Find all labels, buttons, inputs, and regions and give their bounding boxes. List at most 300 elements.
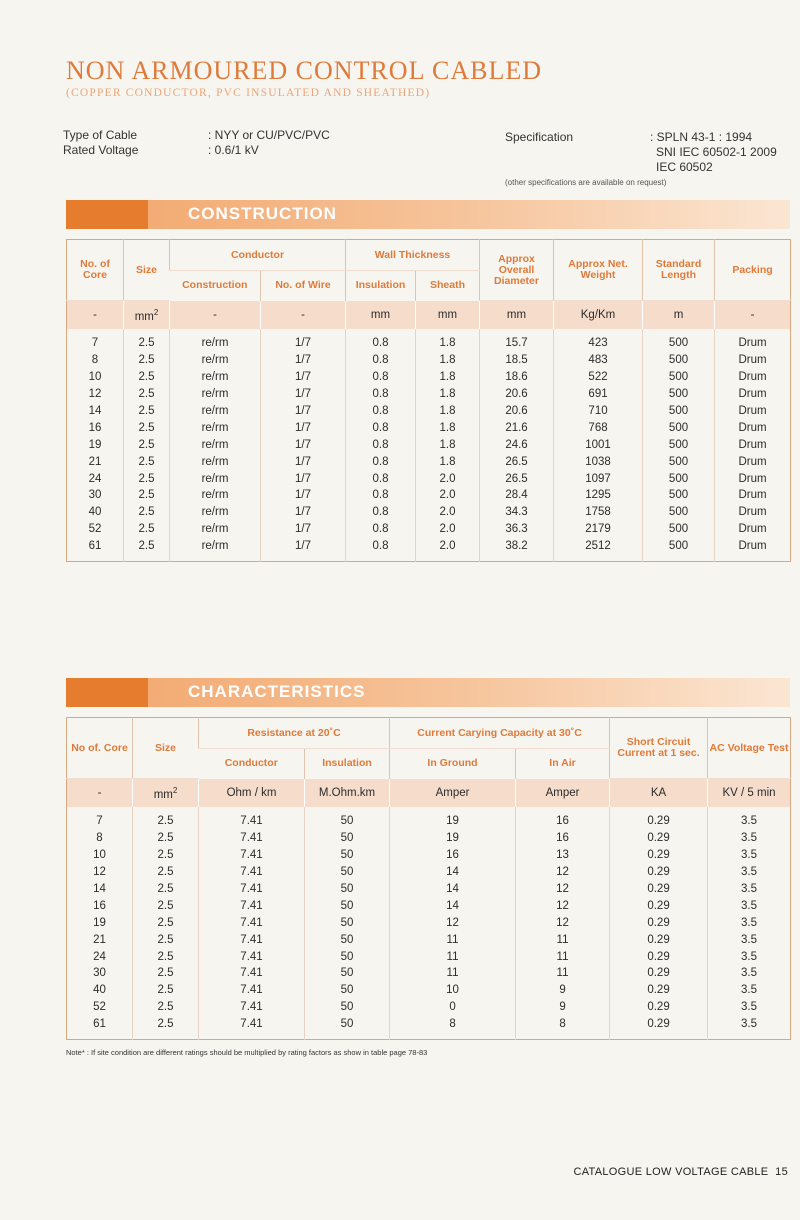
table-cell: 2.5 [133, 965, 199, 982]
table-cell: 14 [93, 883, 106, 895]
unit-cell: mm [416, 301, 480, 330]
table-cell: Drum [715, 329, 791, 352]
table-cell: 11 [390, 948, 516, 965]
table-cell: 9 [516, 982, 610, 999]
col-header-wall-thickness: Wall Thickness [346, 240, 480, 271]
table-cell: 7.41 [199, 982, 305, 999]
col-header-short-circuit: Short Circuit Current at 1 sec. [610, 718, 708, 779]
table-cell: re/rm [170, 329, 261, 352]
table-cell: 0.8 [346, 369, 416, 386]
unit-cell: mm [480, 301, 554, 330]
table-cell: 0.8 [346, 329, 416, 352]
section-bar-accent [66, 200, 148, 229]
table-row [67, 897, 791, 914]
unit-cell: KA [610, 779, 708, 808]
table-cell: 2.5 [124, 329, 170, 352]
table-cell: Drum [715, 504, 791, 521]
table-cell: 0.29 [610, 864, 708, 881]
table-cell: 16 [516, 807, 610, 830]
table-cell: 50 [305, 830, 390, 847]
table-cell: 2.5 [133, 830, 199, 847]
table-cell: 2.5 [124, 487, 170, 504]
table-cell: 7.41 [199, 897, 305, 914]
table-cell: 500 [643, 369, 715, 386]
table-row [67, 436, 791, 453]
table-cell: 2.0 [416, 521, 480, 538]
table-cell: 0.8 [346, 386, 416, 403]
table-cell: 0.29 [610, 807, 708, 830]
table-cell: 16 [390, 847, 516, 864]
table-cell: re/rm [170, 504, 261, 521]
table-cell: 24.6 [480, 436, 554, 453]
table-cell: re/rm [170, 352, 261, 369]
col-header-size: Size [124, 240, 170, 301]
table-cell: 14 [88, 405, 102, 417]
col-header-conductor: Conductor [224, 757, 278, 770]
table-cell: 3.5 [708, 982, 791, 999]
unit-cell: mm [346, 301, 416, 330]
table-cell: 1/7 [261, 453, 346, 470]
table-row [67, 931, 791, 948]
characteristics-section-title: CHARACTERISTICS [188, 682, 366, 701]
rated-voltage-value: : 0.6/1 kV [208, 143, 259, 157]
table-cell: 12 [516, 864, 610, 881]
table-cell: 7.41 [199, 999, 305, 1016]
units-row [67, 779, 791, 808]
unit-cell: - [170, 301, 261, 330]
table-cell: 2.5 [124, 504, 170, 521]
table-cell: 0.29 [610, 897, 708, 914]
page-subtitle: (COPPER CONDUCTOR, PVC INSULATED AND SHEATHED) [66, 87, 431, 99]
table-cell: 3.5 [708, 830, 791, 847]
table-cell: 7.41 [199, 1016, 305, 1039]
table-row [67, 864, 791, 881]
col-header-overall-diameter: Approx Overall Diameter [480, 240, 554, 301]
table-cell: 3.5 [708, 948, 791, 965]
table-cell: 2.5 [133, 948, 199, 965]
table-cell: re/rm [170, 386, 261, 403]
table-cell: Drum [715, 453, 791, 470]
table-cell: 500 [643, 470, 715, 487]
table-cell: 3.5 [708, 1016, 791, 1039]
table-cell: re/rm [170, 419, 261, 436]
table-cell: 500 [643, 436, 715, 453]
table-cell: 13 [516, 847, 610, 864]
table-cell: 2.0 [416, 504, 480, 521]
table-cell: 50 [305, 807, 390, 830]
table-cell: re/rm [170, 436, 261, 453]
table-cell: 1.8 [416, 403, 480, 420]
col-header-ac-voltage: AC Voltage Test [708, 718, 791, 779]
units-row [67, 301, 791, 330]
table-cell: 7.41 [199, 931, 305, 948]
table-cell: 7.41 [199, 847, 305, 864]
table-cell: 2179 [554, 521, 643, 538]
table-cell: 7 [91, 337, 99, 350]
table-row [67, 948, 791, 965]
table-cell: 2.5 [133, 999, 199, 1016]
table-cell: re/rm [170, 453, 261, 470]
table-cell: 40 [93, 984, 106, 997]
table-cell: 1/7 [261, 329, 346, 352]
col-header-insulation: Insulation [346, 271, 416, 301]
table-cell: 19 [390, 830, 516, 847]
table-cell: 1.8 [416, 419, 480, 436]
unit-cell: Ohm / km [199, 779, 305, 808]
specification-label: Specification [505, 130, 574, 144]
table-cell: re/rm [170, 369, 261, 386]
table-cell: 2.5 [124, 403, 170, 420]
unit-cell: $mm^2$ [133, 779, 199, 808]
table-cell: 1.8 [416, 453, 480, 470]
table-row [67, 982, 791, 999]
col-header-in-ground: In Ground [390, 749, 516, 779]
col-header-resistance: Resistance at 20˚C [199, 718, 390, 749]
catalogue-name: CATALOGUE LOW VOLTAGE CABLE [573, 1166, 769, 1178]
table-cell: 7.41 [199, 948, 305, 965]
table-cell: Drum [715, 419, 791, 436]
table-cell: Drum [715, 436, 791, 453]
table-cell: 2.5 [133, 847, 199, 864]
col-header-current-capacity: Current Carying Capacity at 30˚C [390, 718, 610, 749]
unit-cell: M.Ohm.km [305, 779, 390, 808]
table-row [67, 352, 791, 369]
table-cell: 14 [390, 897, 516, 914]
table-cell: Drum [715, 386, 791, 403]
table-cell: 21 [88, 455, 102, 468]
table-cell: Drum [715, 403, 791, 420]
table-row [67, 419, 791, 436]
table-cell: 1097 [554, 470, 643, 487]
unit-cell: - [67, 301, 124, 330]
table-cell: 7.41 [199, 807, 305, 830]
table-cell: 0.29 [610, 999, 708, 1016]
table-cell: 24 [88, 472, 102, 485]
table-cell: 0.8 [346, 470, 416, 487]
unit-cell: Amper [390, 779, 516, 808]
table-cell: 3.5 [708, 864, 791, 881]
col-header-sheath: Sheath [416, 271, 480, 301]
table-cell: 500 [643, 453, 715, 470]
table-cell: 2.5 [133, 864, 199, 881]
table-cell: 0.29 [610, 931, 708, 948]
table-cell: 2.5 [124, 352, 170, 369]
table-cell: 0.8 [346, 487, 416, 504]
table-cell: 1295 [554, 487, 643, 504]
col-header-net-weight: Approx Net. Weight [554, 240, 643, 301]
table-cell: 500 [643, 403, 715, 420]
table-row [67, 453, 791, 470]
table-cell: 1001 [554, 436, 643, 453]
table-cell: 1/7 [261, 403, 346, 420]
table-cell: 28.4 [480, 487, 554, 504]
unit-cell: - [67, 779, 133, 808]
table-cell: 423 [554, 329, 643, 352]
table-cell: 52 [88, 523, 102, 536]
table-cell: 7.41 [199, 864, 305, 881]
table-cell: 0.8 [346, 403, 416, 420]
col-header-no-core: No of. Core [67, 718, 133, 779]
table-cell: 52 [93, 1001, 106, 1014]
table-cell: 30 [88, 489, 102, 502]
table-cell: 11 [516, 965, 610, 982]
table-cell: 0.8 [346, 436, 416, 453]
table-cell: Drum [715, 521, 791, 538]
table-cell: 1758 [554, 504, 643, 521]
table-cell: 768 [554, 419, 643, 436]
table-cell: 8 [516, 1016, 610, 1039]
table-cell: 3.5 [708, 897, 791, 914]
table-cell: 14 [390, 864, 516, 881]
table-cell: 0.8 [346, 504, 416, 521]
table-cell: 500 [643, 487, 715, 504]
table-cell: 1/7 [261, 369, 346, 386]
table-cell: 3.5 [708, 931, 791, 948]
type-of-cable-label: Type of Cable [63, 128, 138, 142]
table-cell: 20.6 [480, 403, 554, 420]
table-cell: 8 [91, 354, 99, 367]
table-cell: 2.0 [416, 487, 480, 504]
table-cell: 2.5 [133, 897, 199, 914]
table-cell: 19 [93, 916, 106, 929]
table-cell: 16 [516, 830, 610, 847]
table-cell: 522 [554, 369, 643, 386]
table-row [67, 403, 791, 420]
table-cell: 15.7 [480, 329, 554, 352]
table-cell: 12 [88, 388, 102, 401]
table-cell: 0 [390, 999, 516, 1016]
table-cell: 1/7 [261, 470, 346, 487]
table-cell: 7.41 [199, 830, 305, 847]
table-cell: 7.41 [199, 914, 305, 931]
table-cell: 16 [88, 421, 102, 434]
table-row [67, 504, 791, 521]
col-header-conductor: Conductor [170, 240, 346, 271]
table-cell: 26.5 [480, 470, 554, 487]
table-cell: 500 [643, 538, 715, 561]
table-cell: 0.29 [610, 847, 708, 864]
table-cell: 12 [516, 897, 610, 914]
table-cell: 1/7 [261, 352, 346, 369]
table-cell: 0.8 [346, 352, 416, 369]
table-cell: 50 [305, 965, 390, 982]
table-cell: 1.8 [416, 352, 480, 369]
table-cell: 12 [390, 914, 516, 931]
table-cell: 2.5 [124, 369, 170, 386]
table-cell: 3.5 [708, 914, 791, 931]
table-cell: 2.5 [133, 914, 199, 931]
table-cell: re/rm [170, 538, 261, 561]
page-title: NON ARMOURED CONTROL CABLED [66, 56, 542, 85]
table-cell: 2.5 [124, 453, 170, 470]
table-cell: 50 [305, 914, 390, 931]
characteristics-section-bar [66, 678, 790, 707]
table-row [67, 369, 791, 386]
table-cell: 1.8 [416, 329, 480, 352]
table-cell: 1/7 [261, 538, 346, 561]
table-cell: 20.6 [480, 386, 554, 403]
table-cell: 11 [516, 931, 610, 948]
table-cell: 50 [305, 881, 390, 898]
table-cell: 8 [390, 1016, 516, 1039]
specification-value-2: SNI IEC 60502-1 2009 [656, 145, 777, 159]
table-cell: 0.29 [610, 948, 708, 965]
table-cell: 2.0 [416, 470, 480, 487]
table-cell: 18.6 [480, 369, 554, 386]
table-cell: re/rm [170, 470, 261, 487]
table-cell: 2.5 [133, 1016, 199, 1039]
table-cell: 500 [643, 329, 715, 352]
table-cell: 8 [96, 832, 103, 845]
col-header-size: Size [133, 718, 199, 779]
table-cell: 0.29 [610, 1016, 708, 1039]
table-cell: re/rm [170, 487, 261, 504]
table-cell: 10 [93, 849, 106, 862]
table-cell: 0.8 [346, 538, 416, 561]
specification-note: (other specifications are available on request) [505, 178, 667, 187]
table-cell: 1/7 [261, 419, 346, 436]
table-cell: 9 [516, 999, 610, 1016]
table-cell: 19 [88, 438, 102, 451]
construction-body [67, 329, 791, 561]
table-cell: 2.5 [133, 881, 199, 898]
construction-section-title: CONSTRUCTION [188, 204, 337, 223]
col-header-insulation: Insulation [305, 749, 390, 779]
table-cell: re/rm [170, 521, 261, 538]
table-cell: 50 [305, 999, 390, 1016]
table-cell: 1038 [554, 453, 643, 470]
table-cell: 21.6 [480, 419, 554, 436]
table-cell: 50 [305, 897, 390, 914]
page-footer [573, 1166, 788, 1178]
unit-cell: Amper [516, 779, 610, 808]
table-cell: 3.5 [708, 881, 791, 898]
construction-section-bar [66, 200, 790, 229]
table-cell: 500 [643, 521, 715, 538]
table-cell: 500 [643, 352, 715, 369]
table-cell: 2.5 [124, 386, 170, 403]
table-row [67, 881, 791, 898]
table-cell: 1.8 [416, 436, 480, 453]
table-cell: 38.2 [480, 538, 554, 561]
construction-header-row [67, 240, 791, 271]
table-cell: 2.5 [133, 807, 199, 830]
table-row [67, 999, 791, 1016]
characteristics-table [66, 717, 791, 1040]
table-cell: 0.8 [346, 453, 416, 470]
table-row [67, 470, 791, 487]
page-number: 15 [775, 1166, 788, 1178]
col-header-no-core: No. of Core [67, 240, 124, 301]
table-row [67, 538, 791, 561]
table-cell: 0.29 [610, 830, 708, 847]
table-cell: re/rm [170, 403, 261, 420]
table-cell: 50 [305, 948, 390, 965]
table-cell: 10 [88, 371, 102, 384]
table-cell: Drum [715, 369, 791, 386]
table-row [67, 386, 791, 403]
specification-value-3: IEC 60502 [656, 160, 713, 174]
table-cell: 16 [93, 899, 106, 912]
table-cell: 26.5 [480, 453, 554, 470]
table-cell: 3.5 [708, 999, 791, 1016]
table-cell: 500 [643, 504, 715, 521]
table-cell: Drum [715, 538, 791, 561]
table-cell: 500 [643, 386, 715, 403]
col-header-in-air: In Air [516, 749, 610, 779]
unit-cell: Kg/Km [554, 301, 643, 330]
unit-cell: m [643, 301, 715, 330]
table-cell: 2.5 [133, 931, 199, 948]
characteristics-header-row [67, 718, 791, 749]
table-cell: 1.8 [416, 369, 480, 386]
table-cell: 3.5 [708, 847, 791, 864]
table-cell: 12 [93, 866, 106, 879]
table-row [67, 487, 791, 504]
table-cell: 18.5 [480, 352, 554, 369]
table-cell: 2.5 [124, 436, 170, 453]
table-cell: 30 [93, 967, 106, 980]
table-cell: 50 [305, 931, 390, 948]
table-cell: 1/7 [261, 504, 346, 521]
table-cell: 2.5 [124, 521, 170, 538]
table-cell: 7 [96, 815, 103, 828]
section-bar-accent [66, 678, 148, 707]
unit-cell: - [261, 301, 346, 330]
col-header-packing: Packing [715, 240, 791, 301]
table-row [67, 1016, 791, 1039]
table-cell: 1/7 [261, 521, 346, 538]
characteristics-units [67, 779, 791, 808]
table-cell: 12 [516, 881, 610, 898]
table-cell: 0.29 [610, 881, 708, 898]
table-cell: 40 [88, 506, 102, 519]
table-cell: 483 [554, 352, 643, 369]
table-cell: 1/7 [261, 386, 346, 403]
table-cell: 691 [554, 386, 643, 403]
rated-voltage-label: Rated Voltage [63, 143, 139, 157]
table-cell: 2.5 [124, 470, 170, 487]
construction-table [66, 239, 791, 562]
table-cell: 2.5 [133, 982, 199, 999]
table-cell: Drum [715, 487, 791, 504]
specification-value-1: : SPLN 43-1 : 1994 [650, 130, 753, 144]
table-row [67, 329, 791, 352]
characteristics-body [67, 807, 791, 1039]
construction-units [67, 301, 791, 330]
table-cell: 36.3 [480, 521, 554, 538]
table-row [67, 830, 791, 847]
table-cell: 0.8 [346, 521, 416, 538]
table-row [67, 965, 791, 982]
table-cell: 24 [93, 950, 106, 963]
table-cell: 61 [93, 1018, 106, 1031]
table-cell: 0.29 [610, 914, 708, 931]
table-cell: 50 [305, 1016, 390, 1039]
table-cell: 1.8 [416, 386, 480, 403]
table-cell: 710 [554, 403, 643, 420]
table-cell: 7.41 [199, 965, 305, 982]
table-cell: 2.0 [416, 538, 480, 561]
table-cell: 19 [390, 807, 516, 830]
table-cell: 61 [88, 540, 102, 553]
col-header-no-wire: No. of Wire [261, 271, 346, 301]
type-of-cable-value: : NYY or CU/PVC/PVC [208, 128, 330, 142]
table-cell: 0.29 [610, 965, 708, 982]
table-cell: 50 [305, 847, 390, 864]
table-cell: Drum [715, 352, 791, 369]
unit-cell: $mm^2$ [124, 301, 170, 330]
